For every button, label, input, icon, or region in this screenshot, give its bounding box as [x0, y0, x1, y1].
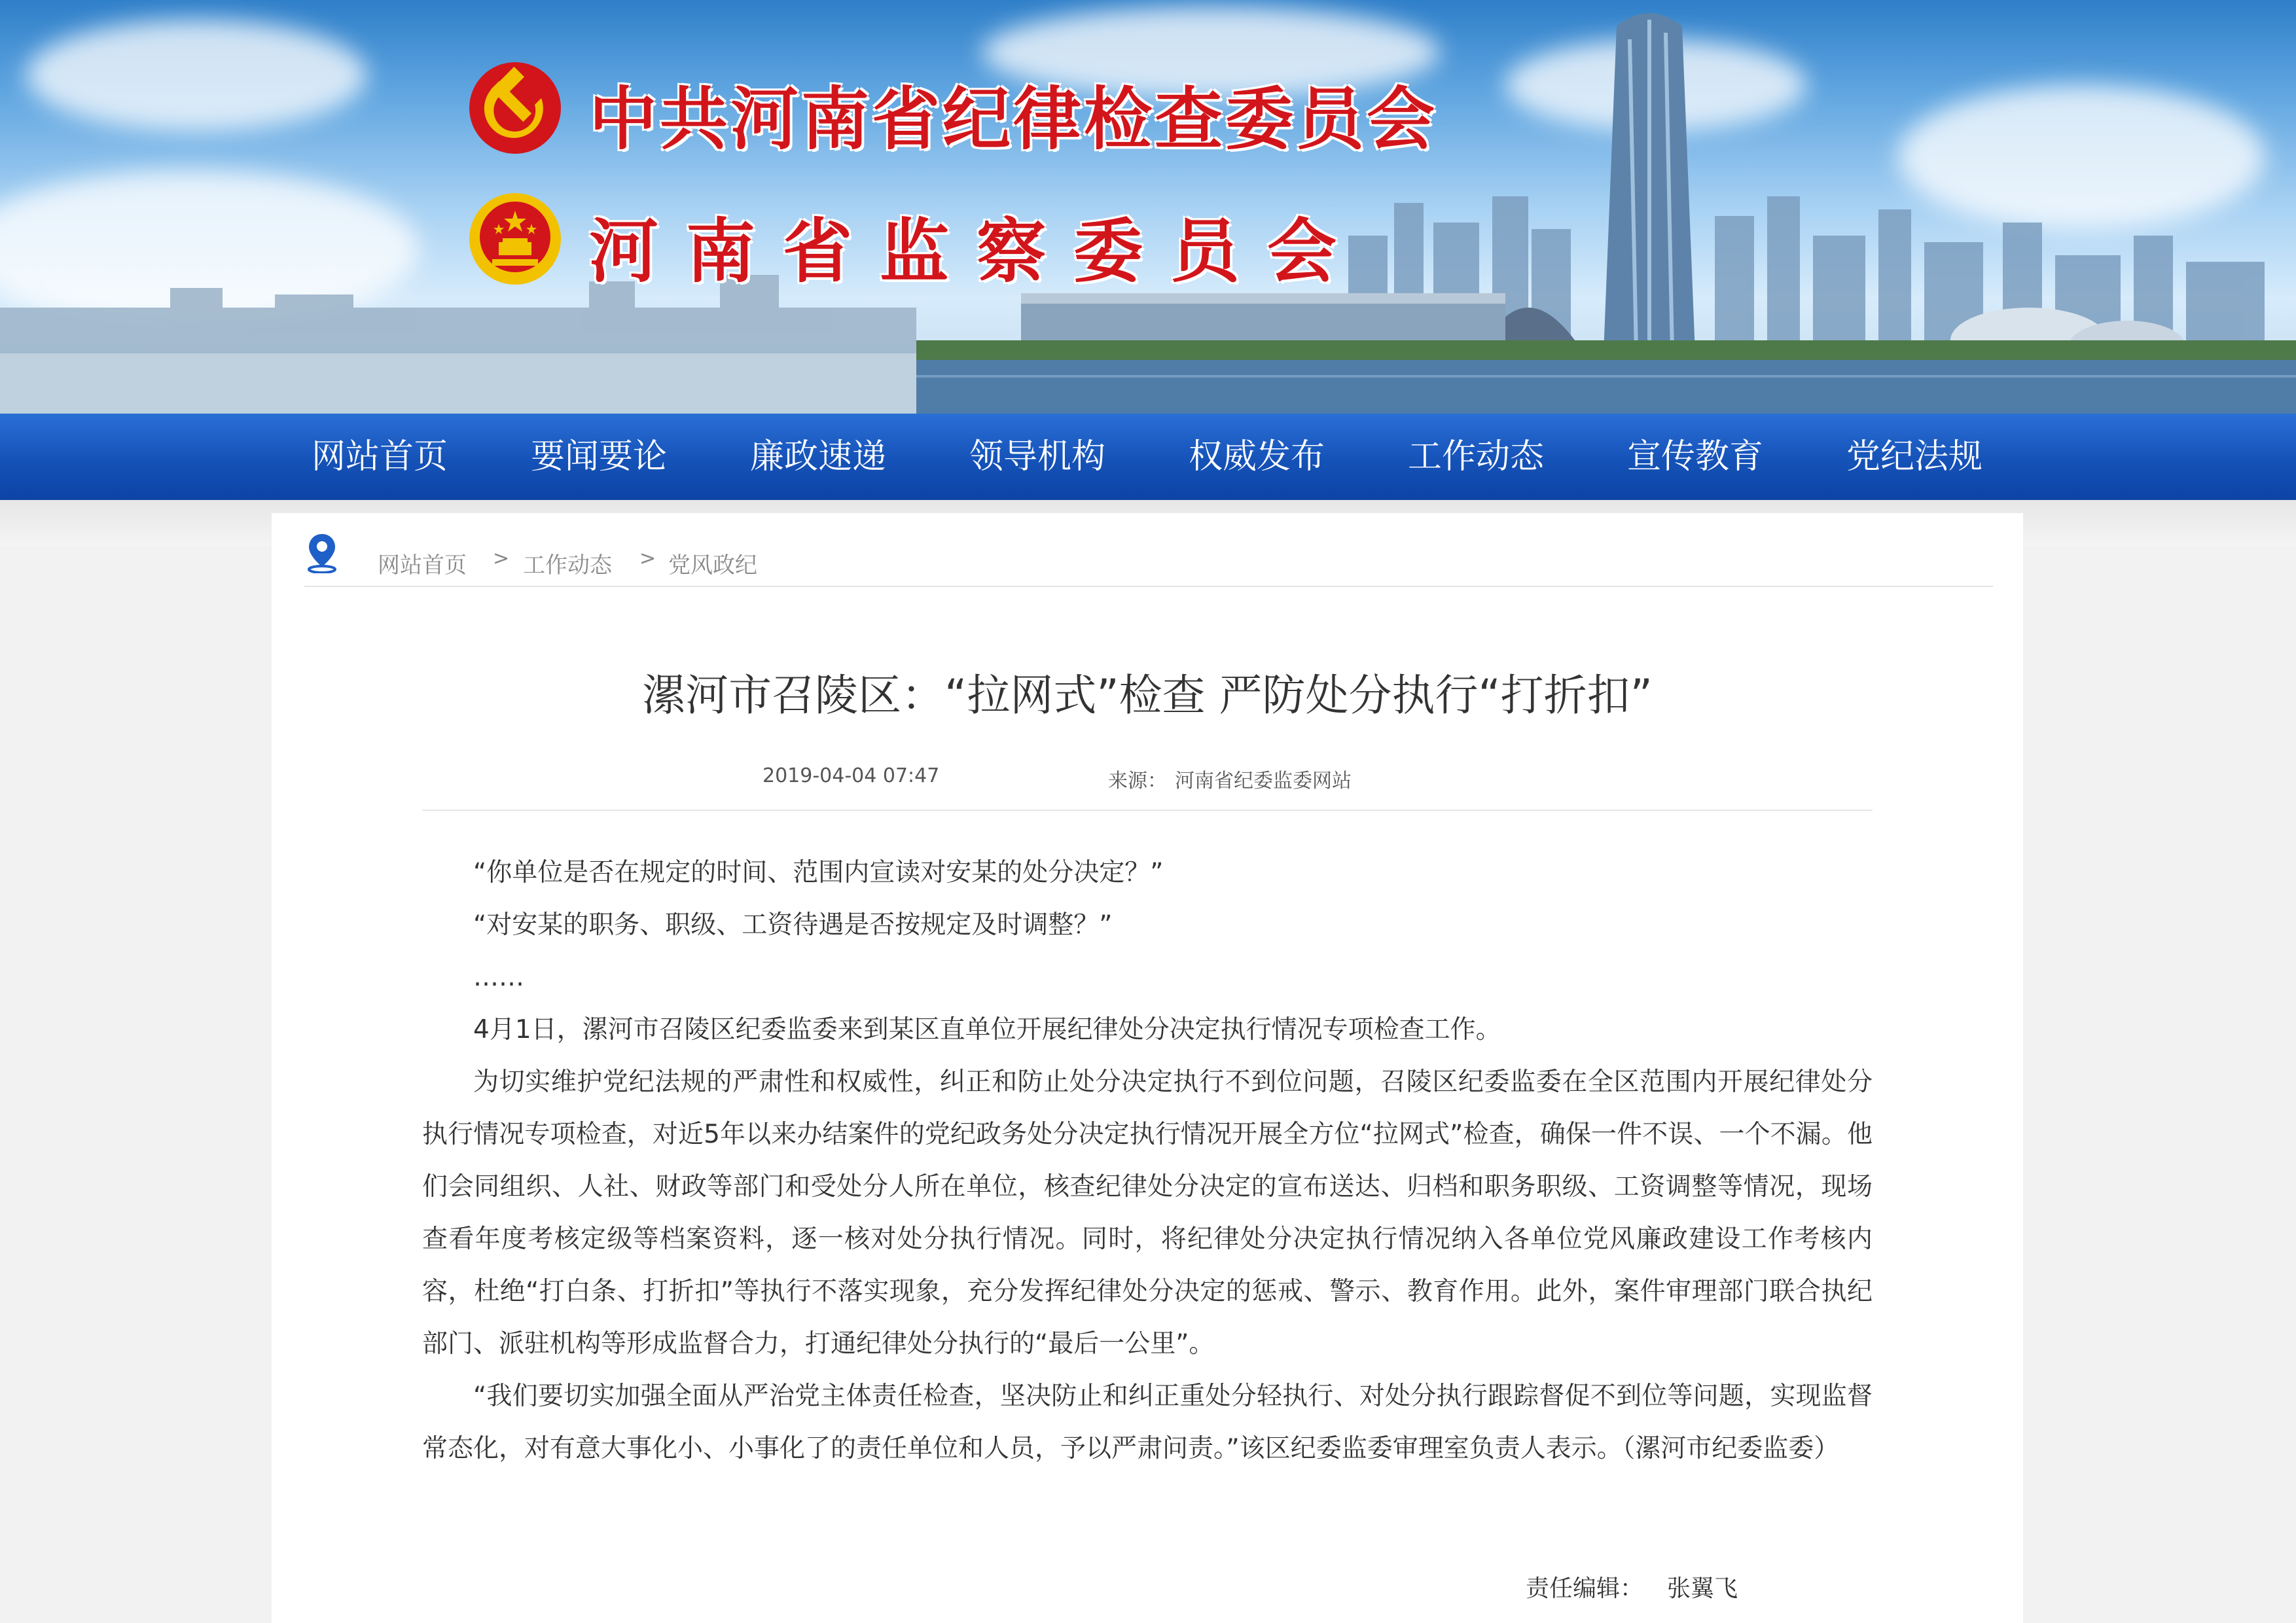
national-emblem-icon — [466, 190, 564, 288]
article-paragraph: “我们要切实加强全面从严治党主体责任检查，坚决防止和纠正重处分轻执行、对处分执行跟踪督促不到位等问题，实现监督常态化，对有意大事化小、小事化了的责任单位和人员，予以严肃问责。”该区纪委监委审理室负责人表示。（漯河市纪委监委） — [422, 1382, 1873, 1463]
article-paragraph: …… — [473, 963, 524, 992]
site-logo[interactable] — [458, 59, 1438, 308]
article-paragraph: “你单位是否在规定的时间、范围内宣读对安某的处分决定？” — [473, 858, 1164, 887]
nav-item-education[interactable]: 宣传教育 — [1626, 437, 1763, 476]
article-paragraph: 为切实维护党纪法规的严肃性和权威性，纠正和防止处分决定执行不到位问题，召陵区纪委监委在全区范围内开展纪律处分执行情况专项检查，对近5年以来办结案件的党纪政务处分决定执行情况开展全方位“拉网式”检查，确保一件不误、一个不漏。他们会同组织、人社、财政等部门和受处分人所在单位，核查纪律处分决定的宣布送达、归档和职务职级、工资调整等情况，现场查看年度考核定级等档案资料，逐一核对处分执行情况。同时，将纪律处分决定执行情况纳入各单位党风廉政建设工作考核内容，杜绝“打白条、打折扣”等执行不落实现象，充分发挥纪律处分决定的惩戒、警示、教育作用。此外，案件审理部门联合执纪部门、派驻机构等形成监督合力，打通纪律处分执行的“最后一公里”。 — [422, 1067, 1873, 1359]
breadcrumb-home[interactable]: 网站首页 — [378, 552, 467, 579]
article-body — [422, 847, 1873, 1475]
nav-item-regulations[interactable]: 党纪法规 — [1846, 437, 1982, 476]
article-source-label: 来源： — [1108, 770, 1167, 793]
editor-name: 张翼飞 — [1666, 1575, 1738, 1602]
divider — [422, 810, 1873, 811]
article-container — [272, 513, 2023, 1623]
breadcrumb-separator: > — [639, 547, 656, 570]
site-title-line1: 中共河南省纪律检查委员会 — [589, 79, 1438, 159]
nav-item-integrity-express[interactable]: 廉政速递 — [749, 437, 886, 476]
party-emblem-icon — [466, 59, 564, 157]
divider — [304, 586, 1993, 587]
article-date: 2019-04-04 07:47 — [762, 764, 940, 787]
article-paragraph: “对安某的职务、职级、工资待遇是否按规定及时调整？” — [473, 910, 1113, 940]
header-banner — [0, 0, 2296, 414]
article-paragraph: 4月1日，漯河市召陵区纪委监委来到某区直单位开展纪律处分决定执行情况专项检查工作。 — [473, 1015, 1501, 1044]
breadcrumb-current[interactable]: 党风政纪 — [668, 552, 757, 579]
location-pin-icon — [304, 531, 340, 573]
nav-item-leadership[interactable]: 领导机构 — [969, 437, 1105, 476]
breadcrumb-work-updates[interactable]: 工作动态 — [523, 552, 612, 579]
nav-item-releases[interactable]: 权威发布 — [1188, 437, 1325, 476]
editor-label: 责任编辑： — [1525, 1575, 1643, 1602]
nav-item-news[interactable]: 要闻要论 — [530, 437, 667, 476]
main-navigation — [0, 414, 2296, 500]
breadcrumb — [304, 531, 1993, 577]
breadcrumb-separator: > — [493, 547, 510, 570]
article-source: 河南省纪委监委网站 — [1175, 770, 1352, 793]
article-title: 漯河市召陵区：“拉网式”检查 严防处分执行“打折扣” — [642, 670, 1653, 721]
nav-item-work-updates[interactable]: 工作动态 — [1407, 437, 1544, 476]
nav-item-home[interactable]: 网站首页 — [311, 437, 448, 476]
site-title-line2: 河南省监察委员会 — [589, 210, 1364, 292]
editor-credit — [272, 1570, 1738, 1603]
